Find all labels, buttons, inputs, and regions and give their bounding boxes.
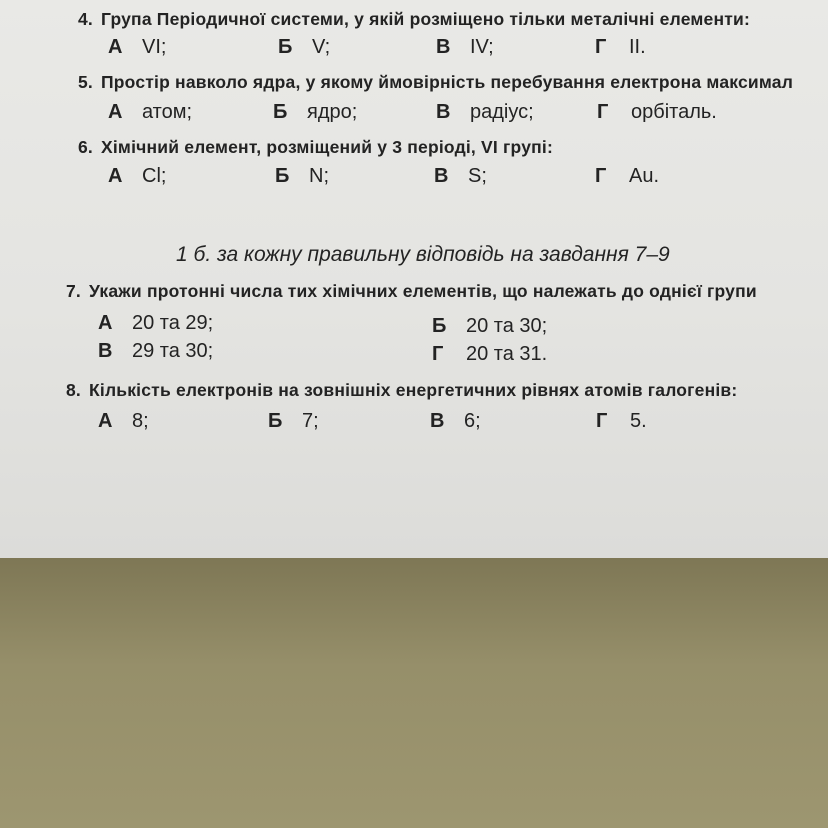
option-letter: Г bbox=[597, 101, 609, 123]
option-text: атом; bbox=[142, 101, 193, 123]
option-letter: Б bbox=[268, 410, 283, 432]
option-5a bbox=[108, 101, 192, 124]
option-letter: Г bbox=[432, 343, 444, 365]
option-text: II. bbox=[629, 36, 646, 58]
option-letter: А bbox=[108, 36, 123, 58]
option-4a bbox=[108, 36, 166, 59]
option-text: S; bbox=[468, 165, 487, 187]
option-4c bbox=[436, 36, 494, 59]
option-text: VI; bbox=[142, 36, 167, 58]
section-heading: 1 б. за кожну правильну відповідь на завдання 7–9 bbox=[176, 243, 670, 266]
option-4b bbox=[278, 36, 330, 59]
option-7a bbox=[98, 312, 213, 335]
option-5b bbox=[273, 101, 357, 124]
option-text: орбіталь. bbox=[631, 101, 717, 123]
option-6a bbox=[108, 165, 166, 188]
option-letter: А bbox=[108, 101, 123, 123]
question-number: 8. bbox=[66, 380, 81, 400]
option-text: Au. bbox=[629, 165, 660, 187]
question-text: Укажи протонні числа тих хімічних елементів, що належать до однієї групи bbox=[89, 281, 757, 301]
question-number: 5. bbox=[78, 72, 93, 92]
option-text: 5. bbox=[630, 410, 647, 432]
option-text: 7; bbox=[302, 410, 319, 432]
option-letter: В bbox=[430, 410, 445, 432]
option-letter: А bbox=[98, 410, 113, 432]
option-6c bbox=[434, 165, 487, 188]
option-text: 6; bbox=[464, 410, 481, 432]
option-letter: Б bbox=[273, 101, 288, 123]
option-text: N; bbox=[309, 165, 329, 187]
option-text: 8; bbox=[132, 410, 149, 432]
option-7d bbox=[432, 343, 547, 366]
option-letter: Б bbox=[275, 165, 290, 187]
option-letter: В bbox=[434, 165, 449, 187]
option-7c bbox=[98, 340, 213, 363]
question-4 bbox=[78, 9, 750, 30]
option-text: Cl; bbox=[142, 165, 167, 187]
option-text: IV; bbox=[470, 36, 494, 58]
question-number: 4. bbox=[78, 9, 93, 29]
option-letter: А bbox=[108, 165, 123, 187]
option-6d bbox=[595, 165, 659, 188]
option-letter: В bbox=[98, 340, 113, 362]
question-7 bbox=[66, 281, 757, 302]
question-6 bbox=[78, 137, 553, 158]
option-text: 20 та 30; bbox=[466, 315, 548, 337]
question-text: Група Періодичної системи, у якій розміщено тільки металічні елементи: bbox=[101, 9, 751, 29]
option-6b bbox=[275, 165, 329, 188]
option-letter: Г bbox=[595, 36, 607, 58]
option-letter: Б bbox=[432, 315, 447, 337]
question-text: Простір навколо ядра, у якому ймовірність перебування електрона максимал bbox=[101, 72, 794, 92]
option-text: 20 та 29; bbox=[132, 312, 214, 334]
option-8a bbox=[98, 410, 149, 433]
option-text: 20 та 31. bbox=[466, 343, 548, 365]
option-4d bbox=[595, 36, 646, 59]
option-text: ядро; bbox=[307, 101, 358, 123]
option-5d bbox=[597, 101, 717, 124]
option-letter: Г bbox=[595, 165, 607, 187]
option-8b bbox=[268, 410, 319, 433]
option-letter: В bbox=[436, 101, 451, 123]
option-letter: Б bbox=[278, 36, 293, 58]
question-number: 7. bbox=[66, 281, 81, 301]
option-letter: Г bbox=[596, 410, 608, 432]
desk-surface bbox=[0, 558, 828, 828]
option-8d bbox=[596, 410, 647, 433]
option-text: радіус; bbox=[470, 101, 534, 123]
option-letter: А bbox=[98, 312, 113, 334]
option-letter: В bbox=[436, 36, 451, 58]
option-text: 29 та 30; bbox=[132, 340, 214, 362]
question-text: Хімічний елемент, розміщений у 3 періоді, VI групі: bbox=[101, 137, 553, 157]
option-7b bbox=[432, 315, 547, 338]
question-number: 6. bbox=[78, 137, 93, 157]
option-8c bbox=[430, 410, 481, 433]
option-text: V; bbox=[312, 36, 331, 58]
question-5 bbox=[78, 72, 793, 93]
option-5c bbox=[436, 101, 534, 124]
question-8 bbox=[66, 380, 737, 401]
question-text: Кількість електронів на зовнішніх енергетичних рівнях атомів галогенів: bbox=[89, 380, 738, 400]
